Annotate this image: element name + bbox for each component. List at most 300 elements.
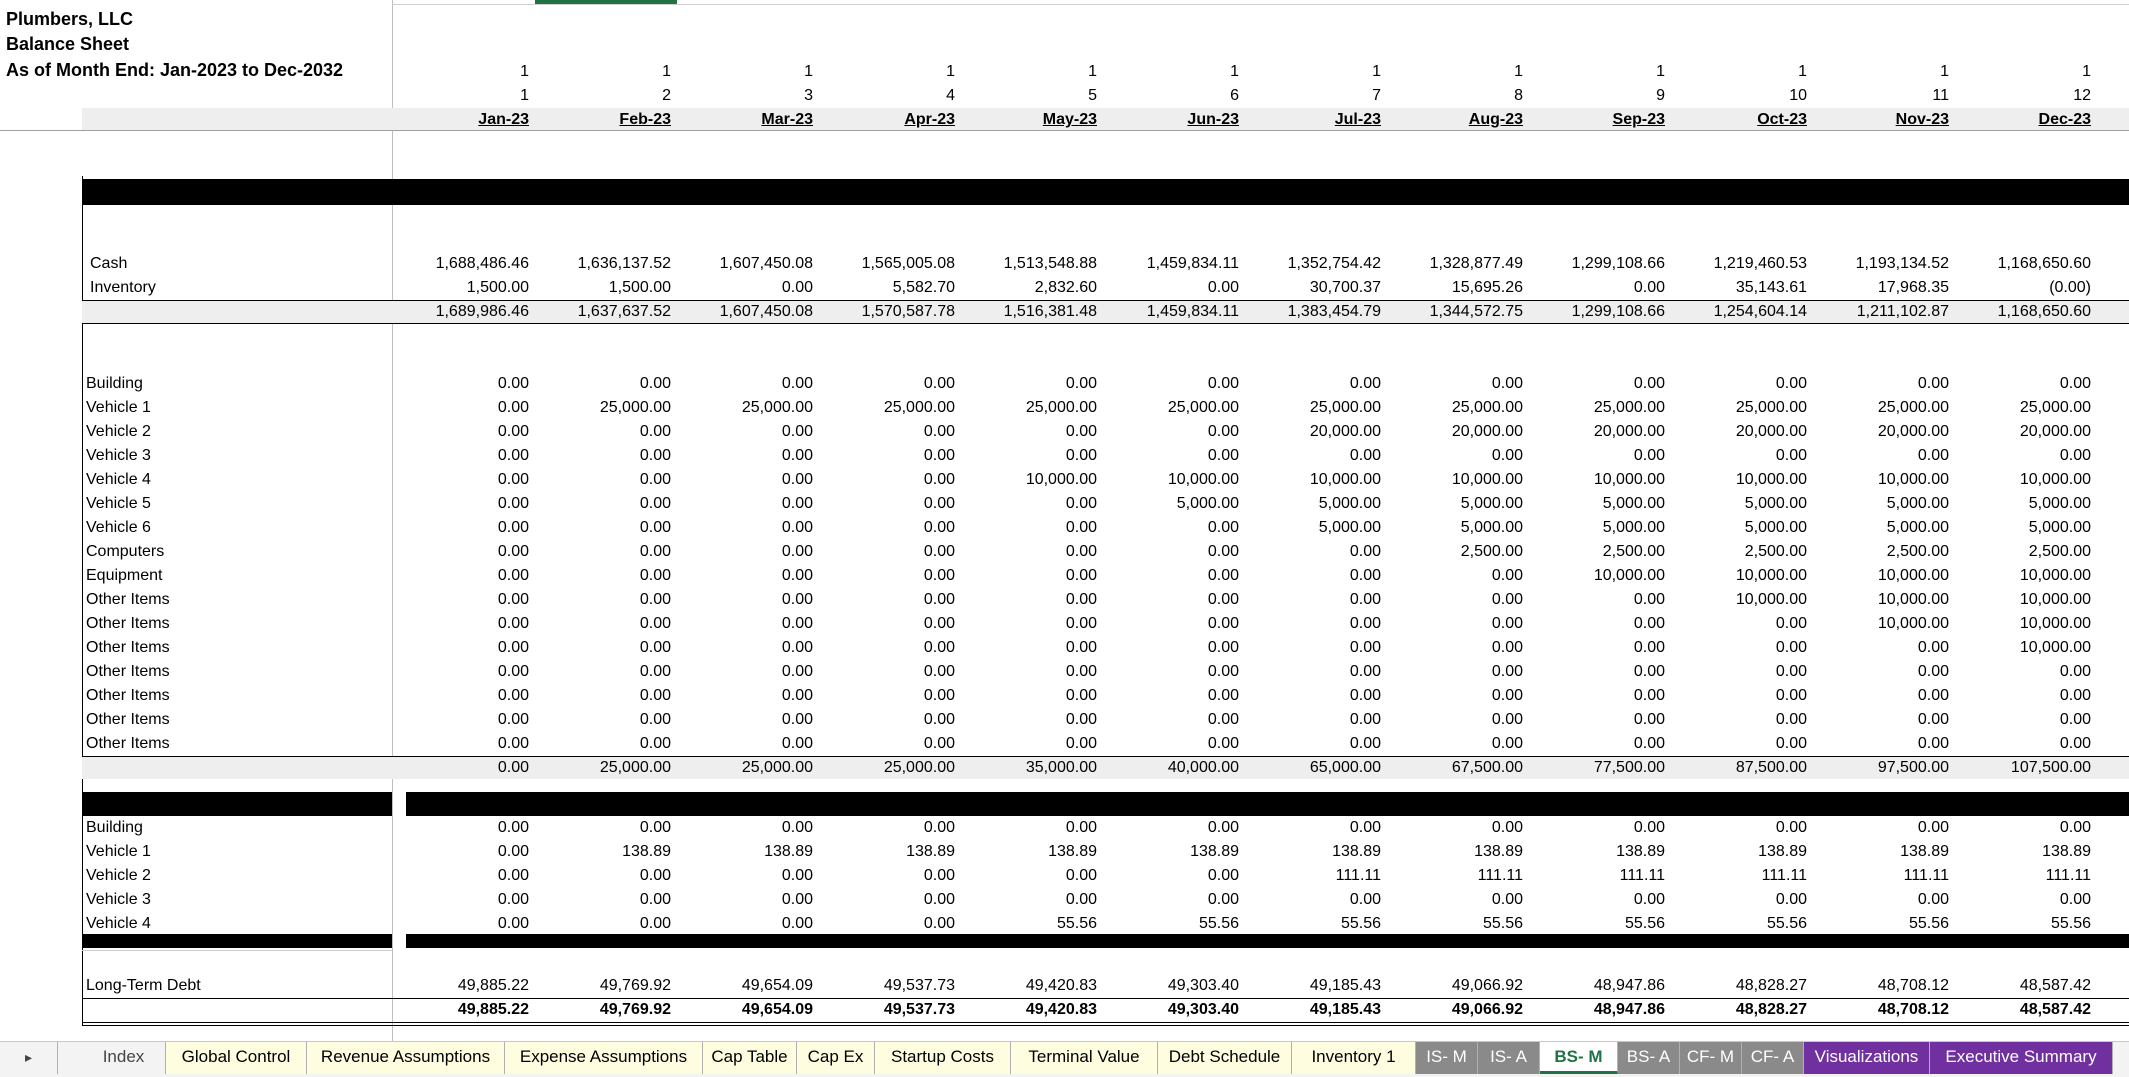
year-index-cell: 1 [946,63,955,80]
depreciation-value-cell: 138.89 [2042,843,2091,860]
depreciation-value-cell: 0.00 [2059,891,2091,908]
liability-value-cell: 49,885.22 [457,977,529,994]
non-current-asset-value-cell: 10,000.00 [1025,471,1097,488]
non-current-asset-value-cell: 0.00 [1065,375,1097,392]
non-current-asset-value-cell: 0.00 [639,615,671,632]
sheet-tab-is-a[interactable]: IS- A [1478,1042,1540,1074]
non-current-asset-label: Other Items [86,663,170,680]
depreciation-value-cell: 111.11 [2045,867,2091,884]
total-current-assets-value-cell: 1,689,986.46 [435,303,529,320]
total-liabilities-value-cell: 49,420.83 [1025,1001,1097,1018]
depreciation-label: Vehicle 1 [86,843,151,860]
report-period: As of Month End: Jan-2023 to Dec-2032 [6,60,344,80]
current-asset-value-cell: 0.00 [1633,279,1665,296]
month-header-cell: Aug-23 [1468,111,1523,128]
scroll-tabs-arrow[interactable]: ▸ [0,1042,58,1074]
liability-value-cell: 49,769.92 [599,977,671,994]
non-current-asset-value-cell: 0.00 [1065,519,1097,536]
current-asset-value-cell: 1,688,486.46 [435,255,529,272]
non-current-asset-value-cell: 0.00 [1349,375,1381,392]
non-current-asset-value-cell: 0.00 [639,591,671,608]
non-current-asset-value-cell: 0.00 [639,687,671,704]
total-current-assets-value-cell: 1,299,108.66 [1571,303,1665,320]
non-current-asset-value-cell: 0.00 [1065,735,1097,752]
depreciation-value-cell: 0.00 [781,819,813,836]
non-current-asset-value-cell: 0.00 [923,639,955,656]
sheet-tab-bs-m[interactable]: BS- M [1540,1042,1618,1074]
depreciation-value-cell: 0.00 [923,819,955,836]
depreciation-value-cell: 0.00 [1065,819,1097,836]
non-current-asset-label: Computers [86,543,165,560]
non-current-asset-value-cell: 0.00 [781,711,813,728]
depreciation-value-cell: 55.56 [1056,915,1097,932]
total-liabilities-value-cell: 49,885.22 [457,1001,529,1018]
non-current-asset-value-cell: 0.00 [1065,591,1097,608]
depreciation-value-cell: 0.00 [1207,867,1239,884]
sheet-tab-bar [0,1041,2129,1077]
depreciation-value-cell: 0.00 [639,819,671,836]
total-non-current-assets-value-cell: 87,500.00 [1735,759,1807,776]
non-current-asset-value-cell: 0.00 [1633,735,1665,752]
sheet-tab-visualizations[interactable]: Visualizations [1804,1042,1930,1074]
non-current-asset-value-cell: 25,000.00 [1025,399,1097,416]
non-current-asset-value-cell: 0.00 [781,735,813,752]
non-current-asset-value-cell: 0.00 [1775,375,1807,392]
month-index-cell: 10 [1789,87,1807,104]
depreciation-value-cell: 0.00 [1775,891,1807,908]
depreciation-value-cell: 0.00 [1633,819,1665,836]
liability-value-cell: 49,303.40 [1167,977,1239,994]
depreciation-value-cell: 55.56 [1340,915,1381,932]
non-current-asset-value-cell: 0.00 [2059,447,2091,464]
current-asset-value-cell: 1,352,754.42 [1287,255,1381,272]
non-current-asset-value-cell: 0.00 [923,519,955,536]
non-current-asset-value-cell: 0.00 [497,495,529,512]
depreciation-value-cell: 0.00 [497,867,529,884]
depreciation-value-cell: 55.56 [1908,915,1949,932]
non-current-asset-value-cell: 20,000.00 [1451,423,1523,440]
non-current-asset-value-cell: 0.00 [497,471,529,488]
year-index-cell: 1 [1514,63,1523,80]
current-asset-value-cell: 1,636,137.52 [577,255,671,272]
depreciation-value-cell: 0.00 [1491,891,1523,908]
non-current-asset-value-cell: 0.00 [1065,447,1097,464]
non-current-asset-value-cell: 0.00 [497,663,529,680]
non-current-asset-value-cell: 0.00 [781,471,813,488]
non-current-asset-value-cell: 20,000.00 [1735,423,1807,440]
current-asset-value-cell: 1,459,834.11 [1146,255,1239,272]
non-current-asset-value-cell: 0.00 [1349,639,1381,656]
non-current-asset-value-cell: 0.00 [1917,375,1949,392]
non-current-asset-value-cell: 0.00 [781,519,813,536]
non-current-asset-value-cell: 0.00 [639,735,671,752]
sheet-tab-cap-table[interactable]: Cap Table [703,1042,797,1074]
total-liabilities-double-rule-1 [82,1022,2129,1023]
depreciation-value-cell: 0.00 [1775,819,1807,836]
non-current-asset-value-cell: 0.00 [781,615,813,632]
non-current-asset-value-cell: 5,000.00 [1318,519,1381,536]
month-index-cell: 3 [804,87,813,104]
total-liabilities-value-cell: 49,066.92 [1451,1001,1523,1018]
non-current-asset-value-cell: 0.00 [497,519,529,536]
non-current-asset-value-cell: 0.00 [781,543,813,560]
non-current-asset-value-cell: 0.00 [1349,615,1381,632]
non-current-asset-value-cell: 0.00 [497,735,529,752]
non-current-asset-value-cell: 0.00 [923,375,955,392]
non-current-asset-value-cell: 0.00 [639,471,671,488]
non-current-asset-value-cell: 20,000.00 [2019,423,2091,440]
total-liabilities-value-cell: 49,185.43 [1309,1001,1381,1018]
non-current-asset-value-cell: 0.00 [1065,639,1097,656]
non-current-asset-value-cell: 0.00 [1065,495,1097,512]
non-current-asset-value-cell: 10,000.00 [2019,639,2091,656]
liabilities-section-bar [82,934,392,948]
year-index-cell: 1 [1088,63,1097,80]
non-current-asset-value-cell: 10,000.00 [1877,591,1949,608]
depreciation-value-cell: 138.89 [1048,843,1097,860]
non-current-asset-value-cell: 25,000.00 [599,399,671,416]
report-title: Balance Sheet [6,34,130,54]
non-current-asset-value-cell: 0.00 [497,711,529,728]
non-current-asset-value-cell: 0.00 [639,423,671,440]
non-current-asset-value-cell: 0.00 [1917,663,1949,680]
non-current-asset-value-cell: 0.00 [1917,735,1949,752]
liability-value-cell: 49,066.92 [1451,977,1523,994]
non-current-asset-value-cell: 0.00 [639,375,671,392]
non-current-asset-value-cell: 10,000.00 [2019,471,2091,488]
depreciation-label: Vehicle 2 [86,867,151,884]
non-current-asset-value-cell: 10,000.00 [1309,471,1381,488]
depreciation-value-cell: 0.00 [497,915,529,932]
depreciation-value-cell: 0.00 [923,915,955,932]
non-current-asset-value-cell: 25,000.00 [1735,399,1807,416]
year-index-cell: 1 [520,63,529,80]
month-header-cell: Oct-23 [1757,111,1807,128]
liabilities-section-bar-right [406,934,2129,948]
non-current-asset-value-cell: 0.00 [1349,567,1381,584]
total-current-assets-value-cell: 1,637,637.52 [577,303,671,320]
sheet-tab-debt-schedule[interactable]: Debt Schedule [1158,1042,1292,1074]
month-index-cell: 4 [946,87,955,104]
month-index-cell: 2 [662,87,671,104]
non-current-asset-value-cell: 0.00 [1633,447,1665,464]
non-current-asset-value-cell: 0.00 [497,567,529,584]
depreciation-value-cell: 111.11 [1477,867,1523,884]
depreciation-value-cell: 0.00 [1207,891,1239,908]
total-non-current-assets-value-cell: 97,500.00 [1877,759,1949,776]
non-current-asset-value-cell: 5,000.00 [1886,519,1949,536]
non-current-asset-value-cell: 0.00 [1633,663,1665,680]
total-liabilities-value-cell: 49,769.92 [599,1001,671,1018]
non-current-asset-value-cell: 0.00 [781,639,813,656]
non-current-asset-value-cell: 5,000.00 [1460,519,1523,536]
depreciation-value-cell: 0.00 [1917,891,1949,908]
header-top-divider [392,4,2129,5]
non-current-asset-value-cell: 2,500.00 [1602,543,1665,560]
depreciation-value-cell: 138.89 [622,843,671,860]
total-liabilities-double-rule-2 [82,1025,2129,1026]
non-current-asset-value-cell: 2,500.00 [1886,543,1949,560]
non-current-asset-value-cell: 25,000.00 [1167,399,1239,416]
non-current-asset-value-cell: 5,000.00 [1460,495,1523,512]
depreciation-value-cell: 111.11 [1903,867,1949,884]
sheet-tab-bs-a[interactable]: BS- A [1618,1042,1680,1074]
total-non-current-assets-value-cell: 77,500.00 [1593,759,1665,776]
non-current-asset-value-cell: 5,000.00 [2028,495,2091,512]
non-current-asset-value-cell: 10,000.00 [1593,471,1665,488]
non-current-asset-value-cell: 10,000.00 [1735,567,1807,584]
non-current-asset-value-cell: 0.00 [923,543,955,560]
non-current-asset-value-cell: 25,000.00 [2019,399,2091,416]
non-current-asset-value-cell: 0.00 [1207,591,1239,608]
non-current-asset-value-cell: 10,000.00 [1451,471,1523,488]
non-current-asset-value-cell: 0.00 [923,663,955,680]
depreciation-value-cell: 55.56 [1766,915,1807,932]
current-asset-label: Inventory [90,279,156,296]
total-current-assets-value-cell: 1,607,450.08 [719,303,813,320]
current-asset-value-cell: 1,299,108.66 [1571,255,1665,272]
depreciation-value-cell: 0.00 [639,891,671,908]
non-current-asset-value-cell: 0.00 [923,495,955,512]
depreciation-value-cell: 0.00 [1349,891,1381,908]
current-asset-value-cell: 1,328,877.49 [1429,255,1523,272]
depreciation-value-cell: 0.00 [781,915,813,932]
month-header-cell: Sep-23 [1612,111,1665,128]
non-current-asset-value-cell: 0.00 [639,711,671,728]
total-liabilities-value-cell: 49,303.40 [1167,1001,1239,1018]
non-current-asset-value-cell: 0.00 [781,423,813,440]
non-current-asset-label: Vehicle 1 [86,399,151,416]
month-index-cell: 8 [1514,87,1523,104]
non-current-asset-value-cell: 0.00 [1633,591,1665,608]
depreciation-value-cell: 111.11 [1335,867,1381,884]
depreciation-value-cell: 138.89 [764,843,813,860]
current-asset-value-cell: 17,968.35 [1877,279,1949,296]
non-current-asset-value-cell: 0.00 [781,567,813,584]
year-index-cell: 1 [1940,63,1949,80]
non-current-asset-value-cell: 0.00 [1775,663,1807,680]
non-current-asset-label: Other Items [86,687,170,704]
year-index-cell: 1 [1656,63,1665,80]
non-current-asset-value-cell: 0.00 [781,447,813,464]
non-current-asset-value-cell: 0.00 [1633,687,1665,704]
year-index-cell: 1 [2082,63,2091,80]
month-index-cell: 6 [1230,87,1239,104]
total-non-current-assets-value-cell: 25,000.00 [883,759,955,776]
month-index-cell: 12 [2073,87,2091,104]
non-current-asset-value-cell: 0.00 [1207,519,1239,536]
sheet-tab-cf-a[interactable]: CF- A [1742,1042,1804,1074]
total-non-current-assets-value-cell: 35,000.00 [1025,759,1097,776]
non-current-asset-value-cell: 0.00 [1065,687,1097,704]
year-index-cell: 1 [1372,63,1381,80]
total-current-assets-value-cell: 1,516,381.48 [1003,303,1097,320]
non-current-asset-value-cell: 0.00 [639,639,671,656]
non-current-asset-value-cell: 25,000.00 [883,399,955,416]
total-non-current-assets-value-cell: 67,500.00 [1451,759,1523,776]
depreciation-label: Building [86,819,143,836]
month-header-cell: Feb-23 [619,111,671,128]
current-asset-value-cell: 5,582.70 [892,279,955,296]
non-current-asset-value-cell: 0.00 [1065,423,1097,440]
depreciation-value-cell: 0.00 [1207,819,1239,836]
non-current-asset-label: Other Items [86,735,170,752]
non-current-asset-value-cell: 0.00 [497,423,529,440]
non-current-asset-value-cell: 25,000.00 [1877,399,1949,416]
non-current-asset-value-cell: 0.00 [639,663,671,680]
non-current-asset-value-cell: 25,000.00 [1309,399,1381,416]
total-current-assets-value-cell: 1,383,454.79 [1287,303,1381,320]
year-index-cell: 1 [804,63,813,80]
non-current-asset-value-cell: 5,000.00 [1318,495,1381,512]
current-asset-value-cell: 1,500.00 [466,279,529,296]
depreciation-value-cell: 0.00 [1349,819,1381,836]
non-current-asset-value-cell: 0.00 [1491,591,1523,608]
non-current-asset-value-cell: 0.00 [497,543,529,560]
non-current-asset-value-cell: 0.00 [639,567,671,584]
non-current-asset-value-cell: 0.00 [1633,711,1665,728]
month-index-cell: 1 [520,87,529,104]
month-index-cell: 9 [1656,87,1665,104]
non-current-asset-value-cell: 5,000.00 [1744,519,1807,536]
non-current-asset-value-cell: 0.00 [781,495,813,512]
non-current-asset-value-cell: 0.00 [497,447,529,464]
non-current-asset-value-cell: 0.00 [639,543,671,560]
non-current-asset-value-cell: 0.00 [639,495,671,512]
month-index-cell: 7 [1372,87,1381,104]
non-current-asset-value-cell: 0.00 [923,447,955,464]
liability-value-cell: 49,654.09 [741,977,813,994]
liability-label: Long-Term Debt [86,977,201,994]
non-current-asset-value-cell: 0.00 [923,615,955,632]
depreciation-value-cell: 111.11 [1619,867,1665,884]
year-index-cell: 1 [1230,63,1239,80]
depreciation-value-cell: 0.00 [639,915,671,932]
sheet-tab-startup-costs[interactable]: Startup Costs [875,1042,1011,1074]
non-current-asset-value-cell: 0.00 [923,423,955,440]
non-current-asset-value-cell: 0.00 [1207,735,1239,752]
non-current-asset-label: Vehicle 5 [86,495,151,512]
non-current-asset-value-cell: 0.00 [923,687,955,704]
depreciation-value-cell: 0.00 [1065,891,1097,908]
depreciation-value-cell: 0.00 [1633,891,1665,908]
non-current-asset-value-cell: 10,000.00 [1877,567,1949,584]
non-current-asset-value-cell: 10,000.00 [2019,591,2091,608]
non-current-asset-value-cell: 0.00 [1633,615,1665,632]
non-current-asset-value-cell: 0.00 [1775,447,1807,464]
non-current-asset-value-cell: 0.00 [781,591,813,608]
depreciation-value-cell: 138.89 [1332,843,1381,860]
current-asset-label: Cash [90,255,128,272]
sheet-tab-expense-assumptions[interactable]: Expense Assumptions [505,1042,703,1074]
depreciation-value-cell: 0.00 [497,843,529,860]
sheet-tab-is-m[interactable]: IS- M [1416,1042,1478,1074]
non-current-asset-value-cell: 0.00 [1491,447,1523,464]
non-current-asset-value-cell: 0.00 [1917,711,1949,728]
non-current-asset-value-cell: 0.00 [1917,687,1949,704]
total-liabilities-value-cell: 49,654.09 [741,1001,813,1018]
non-current-asset-value-cell: 0.00 [1207,615,1239,632]
non-current-asset-value-cell: 0.00 [1775,615,1807,632]
current-asset-value-cell: 1,193,134.52 [1855,255,1949,272]
non-current-asset-value-cell: 0.00 [1349,543,1381,560]
non-current-asset-value-cell: 0.00 [497,687,529,704]
non-current-asset-value-cell: 0.00 [1491,567,1523,584]
non-current-asset-value-cell: 0.00 [1065,711,1097,728]
company-name: Plumbers, LLC [6,9,134,29]
current-asset-value-cell: 1,565,005.08 [861,255,955,272]
non-current-asset-value-cell: 5,000.00 [1602,519,1665,536]
non-current-asset-value-cell: 0.00 [1349,663,1381,680]
total-non-current-assets-value-cell: 40,000.00 [1167,759,1239,776]
depreciation-value-cell: 138.89 [1474,843,1523,860]
depreciation-section-bar-right [406,792,2129,816]
liability-value-cell: 49,420.83 [1025,977,1097,994]
depreciation-value-cell: 0.00 [1491,819,1523,836]
depreciation-value-cell: 0.00 [639,867,671,884]
depreciation-value-cell: 55.56 [1624,915,1665,932]
current-asset-value-cell: 35,143.61 [1735,279,1807,296]
month-header-cell: Apr-23 [904,111,955,128]
current-asset-value-cell: 2,832.60 [1034,279,1097,296]
month-index-cell: 5 [1088,87,1097,104]
liabilities-rule [82,950,392,951]
year-index-cell: 1 [662,63,671,80]
sheet-tab-terminal-value[interactable]: Terminal Value [1011,1042,1158,1074]
non-current-asset-value-cell: 2,500.00 [1744,543,1807,560]
month-header-cell: Mar-23 [761,111,813,128]
non-current-asset-value-cell: 0.00 [1633,639,1665,656]
non-current-asset-label: Other Items [86,711,170,728]
non-current-asset-value-cell: 0.00 [2059,663,2091,680]
sheet-tab-revenue-assumptions[interactable]: Revenue Assumptions [307,1042,505,1074]
non-current-asset-value-cell: 0.00 [1349,711,1381,728]
non-current-asset-label: Vehicle 6 [86,519,151,536]
non-current-asset-value-cell: 0.00 [923,735,955,752]
sheet-tab-executive-summary[interactable]: Executive Summary [1930,1042,2113,1074]
non-current-asset-value-cell: 5,000.00 [1744,495,1807,512]
sheet-tab-cf-m[interactable]: CF- M [1680,1042,1742,1074]
total-liabilities-value-cell: 48,587.42 [2019,1001,2091,1018]
non-current-asset-value-cell: 0.00 [497,375,529,392]
non-current-asset-value-cell: 0.00 [1349,735,1381,752]
non-current-asset-value-cell: 0.00 [497,591,529,608]
non-current-asset-label: Vehicle 2 [86,423,151,440]
non-current-asset-value-cell: 10,000.00 [1593,567,1665,584]
sheet-tab-inventory-1[interactable]: Inventory 1 [1292,1042,1416,1074]
non-current-asset-value-cell: 0.00 [781,687,813,704]
sheet-tab-index[interactable]: Index [82,1042,166,1074]
non-current-asset-value-cell: 0.00 [1065,567,1097,584]
sheet-tab-global-control[interactable]: Global Control [166,1042,307,1074]
current-asset-value-cell: 0.00 [1207,279,1239,296]
sheet-tab-cap-ex[interactable]: Cap Ex [797,1042,875,1074]
non-current-asset-label: Other Items [86,591,170,608]
non-current-asset-value-cell: 5,000.00 [1886,495,1949,512]
non-current-asset-label: Building [86,375,143,392]
year-index-cell: 1 [1798,63,1807,80]
non-current-asset-value-cell: 0.00 [2059,735,2091,752]
non-current-asset-value-cell: 0.00 [1775,735,1807,752]
current-asset-value-cell: 1,500.00 [608,279,671,296]
non-current-asset-value-cell: 2,500.00 [2028,543,2091,560]
total-current-assets-value-cell: 1,570,587.78 [861,303,955,320]
month-index-cell: 11 [1932,87,1949,104]
non-current-asset-value-cell: 20,000.00 [1309,423,1381,440]
non-current-asset-value-cell: 0.00 [1349,447,1381,464]
non-current-asset-value-cell: 25,000.00 [1451,399,1523,416]
non-current-asset-value-cell: 0.00 [781,663,813,680]
